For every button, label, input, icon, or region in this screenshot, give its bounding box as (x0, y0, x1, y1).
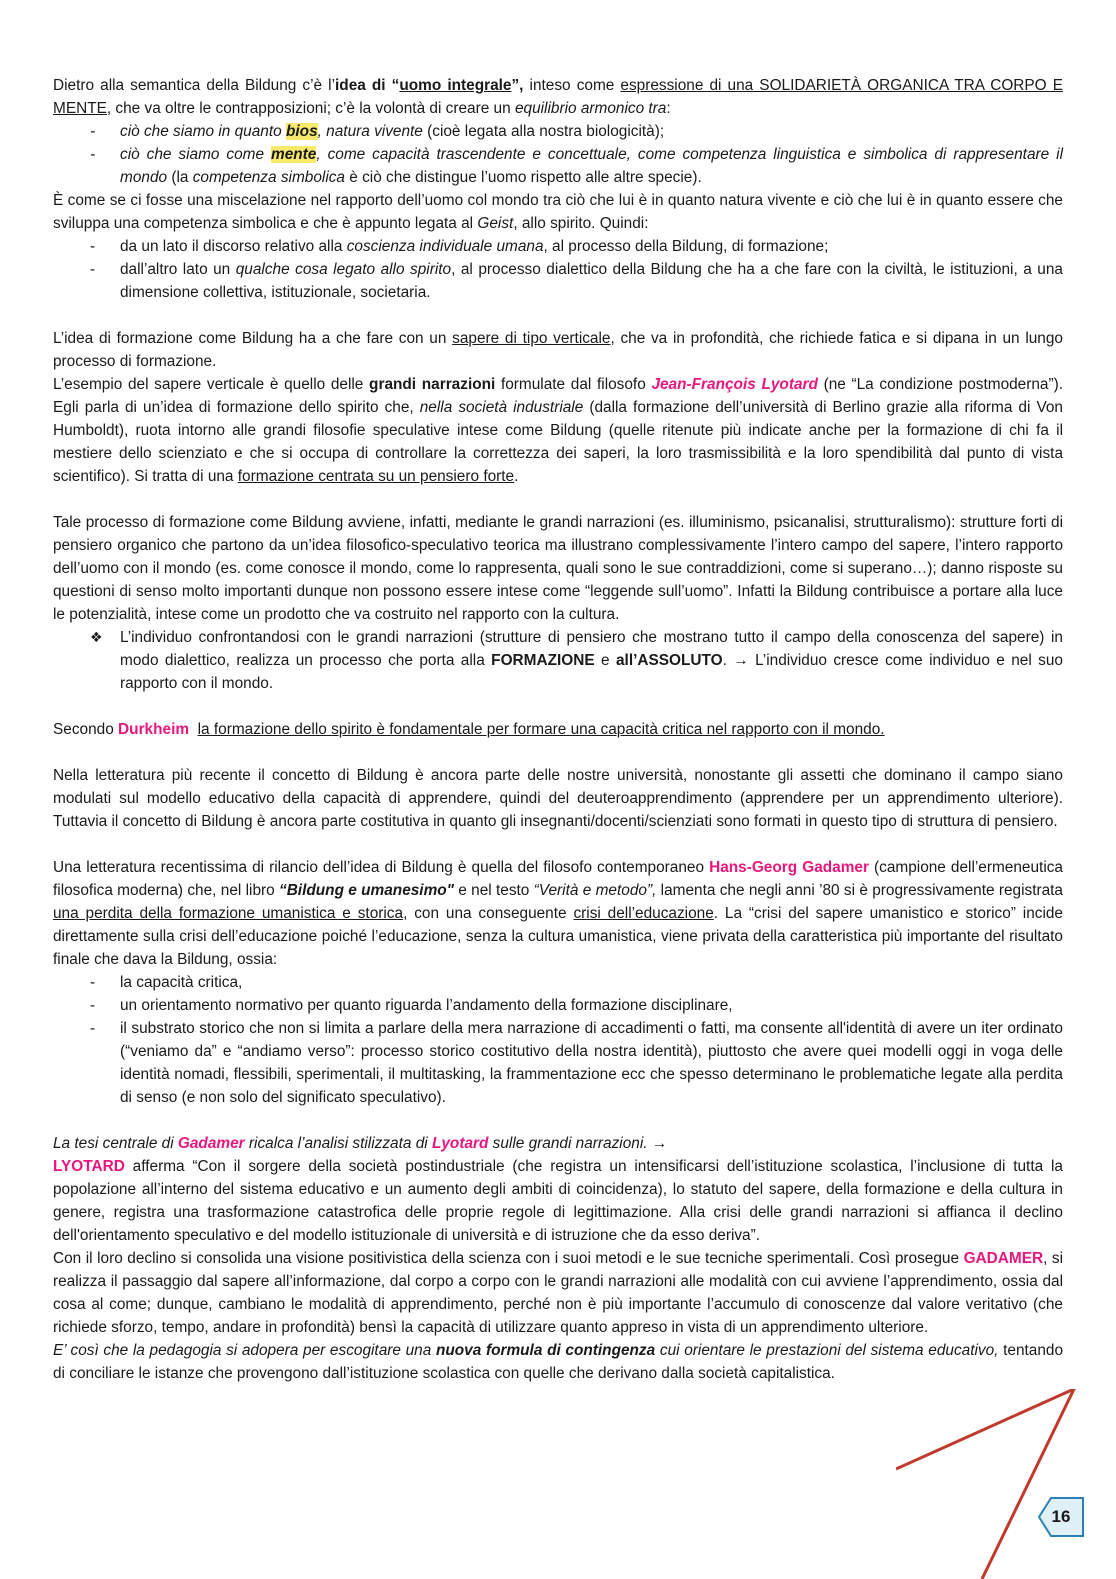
paragraph-tesi-centrale: La tesi centrale di Gadamer ricalca l’analisi stilizzata di Lyotard sulle grandi narrazioni. → (53, 1135, 668, 1152)
list-item: - da un lato il discorso relativo alla coscienza individuale umana, al processo della Bildung, di formazione; (53, 235, 1063, 258)
paragraph-miscelazione: È come se ci fosse una miscelazione nel rapporto dell’uomo col mondo tra ciò che lui è in quanto natura vivente e ciò che lui è in quanto essere che sviluppa una competenza simbolica e che è appunto legata al Geist, allo spirito. Quindi: (53, 192, 1063, 232)
list-caratteristiche (53, 971, 1063, 1109)
list-coscienza-spirito (53, 235, 1063, 304)
list-item: - ciò che siamo come mente, come capacità trascendente e concettuale, come competenza linguistica e simbolica di rappresentare il mondo (la competenza simbolica è ciò che distingue l’uomo rispetto alle altre specie). (53, 143, 1063, 189)
paragraph-sapere-verticale: L’idea di formazione come Bildung ha a che fare con un sapere di tipo verticale, che va in profondità, che richiede fatica e si dipana in un lungo processo di formazione. (53, 330, 1063, 370)
paragraph-grandi-narrazioni: L’esempio del sapere verticale è quello delle grandi narrazioni formulate dal filosofo Jean-François Lyotard (ne “La condizione postmoderna”). Egli parla di un’idea di formazione dello spirito che, nella società industriale (dalla formazione dell’università di Berlino grazie alla riforma di Von Humboldt), ruota intorno alle grandi filosofie speculative intese come Bildung (quelle ritenute più indicate anche per la formazione di chi fa il mestiere dello scienziato e che si occupa di controllare la correttezza dei saperi, la loro trasmissibilità e la loro spendibilità dal punto di vista scientifico). Si tratta di una formazione centrata su un pensiero forte. (53, 376, 1064, 485)
arrow-icon: → (733, 652, 749, 669)
paragraph-processo-formazione: Tale processo di formazione come Bildung avviene, infatti, mediante le grandi narrazioni (es. illuminismo, psicanalisi, strutturalismo): strutture forti di pensiero organico che partono da un’idea filosofico-speculativo teorica ma illustrano complessivamente l’intero campo del sapere, l’intero rapporto dell’uomo con il mondo (es. come conosce il mondo, come lo rappresenta, quali sono le sue contraddizioni, come si superano…); danno risposte su questioni di senso molto importanti dunque non possono essere intese come “leggende sull’uomo”. Infatti la Bildung contribuisce a portare alla luce le potenzialità, intese come un prodotto che va costruito nel rapporto con la cultura. (53, 514, 1063, 623)
paragraph-lyotard-afferma: LYOTARD afferma “Con il sorgere della società postindustriale (che registra un intensificarsi dell’istituzione scolastica, l’inclusione di tutta la popolazione all’interno del sistema educativo e un aumento degli ambiti di coincidenza), lo statuto del sapere, della formazione e della cultura in genere, registra una trasformazione catastrofica delle proprie regole di legittimazione. Alla crisi delle grandi narrazioni si affianca il declino dell'orientamento speculativo e del modello istituzionale di università e di istruzione che da esso deriva”. (53, 1158, 1063, 1244)
list-item: - dall’altro lato un qualche cosa legato allo spirito, al processo dialettico della Bildung che ha a che fare con la civiltà, le istituzioni, a una dimensione collettiva, istituzionale, societaria. (53, 258, 1063, 304)
paragraph-gadamer: Una letteratura recentissima di rilancio dell’idea di Bildung è quella del filosofo contemporaneo Hans-Georg Gadamer (campione dell’ermeneutica filosofica moderna) che, nel libro “Bildung e umanesimo" e nel testo “Verità e metodo”, lamenta che negli anni ’80 si è progressivamente registrata una perdita della formazione umanistica e storica, con una conseguente crisi dell’educazione. La “crisi del sapere umanistico e storico” incide direttamente sulla crisi dell’educazione poiché l’educazione, senza la cultura umanistica, viene privata della caratteristica più importante del risultato finale che dava la Bildung, ossia: (53, 859, 1063, 968)
page-number: 16 (1051, 1507, 1071, 1526)
bullet-individuo: ❖ L’individuo confrontandosi con le grandi narrazioni (strutture di pensiero che mostrano tutto il campo della conoscenza del sapere) in modo dialettico, realizza un processo che porta alla FORMAZIONE e all’ASSOLUTO. → L’individuo cresce come individuo e nel suo rapporto con il mondo. (53, 626, 1063, 695)
paragraph-durkheim: Secondo Durkheim la formazione dello spirito è fondamentale per formare una capacità critica nel rapporto con il mondo. (53, 721, 885, 738)
diamond-bullet-icon: ❖ (90, 629, 103, 645)
paragraph-contingenza: E’ così che la pedagogia si adopera per escogitare una nuova formula di contingenza cui orientare le prestazioni del sistema educativo, tentando di conciliare le istanze che provengono dall’istituzione scolastica con quelle che derivano dalla società capitalistica. (53, 1342, 1064, 1382)
page-corner-decoration (896, 1389, 1116, 1579)
corner-line (896, 1389, 1074, 1579)
paragraph-bildung-intro: Dietro alla semantica della Bildung c’è l’idea di “uomo integrale”, inteso come espressione di una SOLIDARIETÀ ORGANICA TRA CORPO E MENTE, che va oltre le contrapposizioni; c’è la volontà di creare un equilibrio armonico tra: (53, 77, 1064, 117)
list-item: - ciò che siamo in quanto bios, natura vivente (cioè legata alla nostra biologicità); (53, 120, 1063, 143)
list-bios-mente (53, 120, 1063, 189)
list-item: - il substrato storico che non si limita a parlare della mera narrazione di accadimenti o fatti, ma consente all'identità di avere un iter ordinato (“veniamo da” e “andiamo verso”: processo storico costitutivo della nostra identità), piuttosto che avere quei modelli oggi in voga delle identità nomadi, flessibili, sperimentali, il multitasking, la frammentazione ecc che spesso determinano le problematiche legate alla perdita di senso (e non solo del significato speculativo). (53, 1017, 1063, 1109)
arrow-icon: → (651, 1135, 668, 1152)
list-item: - un orientamento normativo per quanto riguarda l’andamento della formazione disciplinare, (53, 994, 1063, 1017)
document-body (53, 74, 1063, 1385)
paragraph-letteratura-recente: Nella letteratura più recente il concetto di Bildung è ancora parte delle nostre università, nonostante gli assetti che dominano il campo siano modulati sul modello educativo della capacità di apprendere, quindi del deuteroapprendimento (apprendere per un apprendimento ulteriore). Tuttavia il concetto di Bildung è ancora parte costitutiva in quanto gli insegnanti/docenti/scienziati sono formati in questo tipo di struttura di pensiero. (53, 767, 1063, 830)
list-item: - la capacità critica, (53, 971, 1063, 994)
paragraph-declino: Con il loro declino si consolida una visione positivistica della scienza con i suoi metodi e le sue tecniche sperimentali. Così prosegue GADAMER, si realizza il passaggio dal sapere all’informazione, dal corpo a corpo con le grandi narrazioni alle modalità con cui avviene l’apprendimento, ossia dal cosa al come; dunque, cambiano le modalità di apprendimento, perché non è più importante l’accumulo di conoscenze dal valore veritativo (che richiede sforzo, tempo, andare in profondità) bensì la capacità di utilizzare quanto appreso in vista di un apprendimento ulteriore. (53, 1250, 1064, 1336)
